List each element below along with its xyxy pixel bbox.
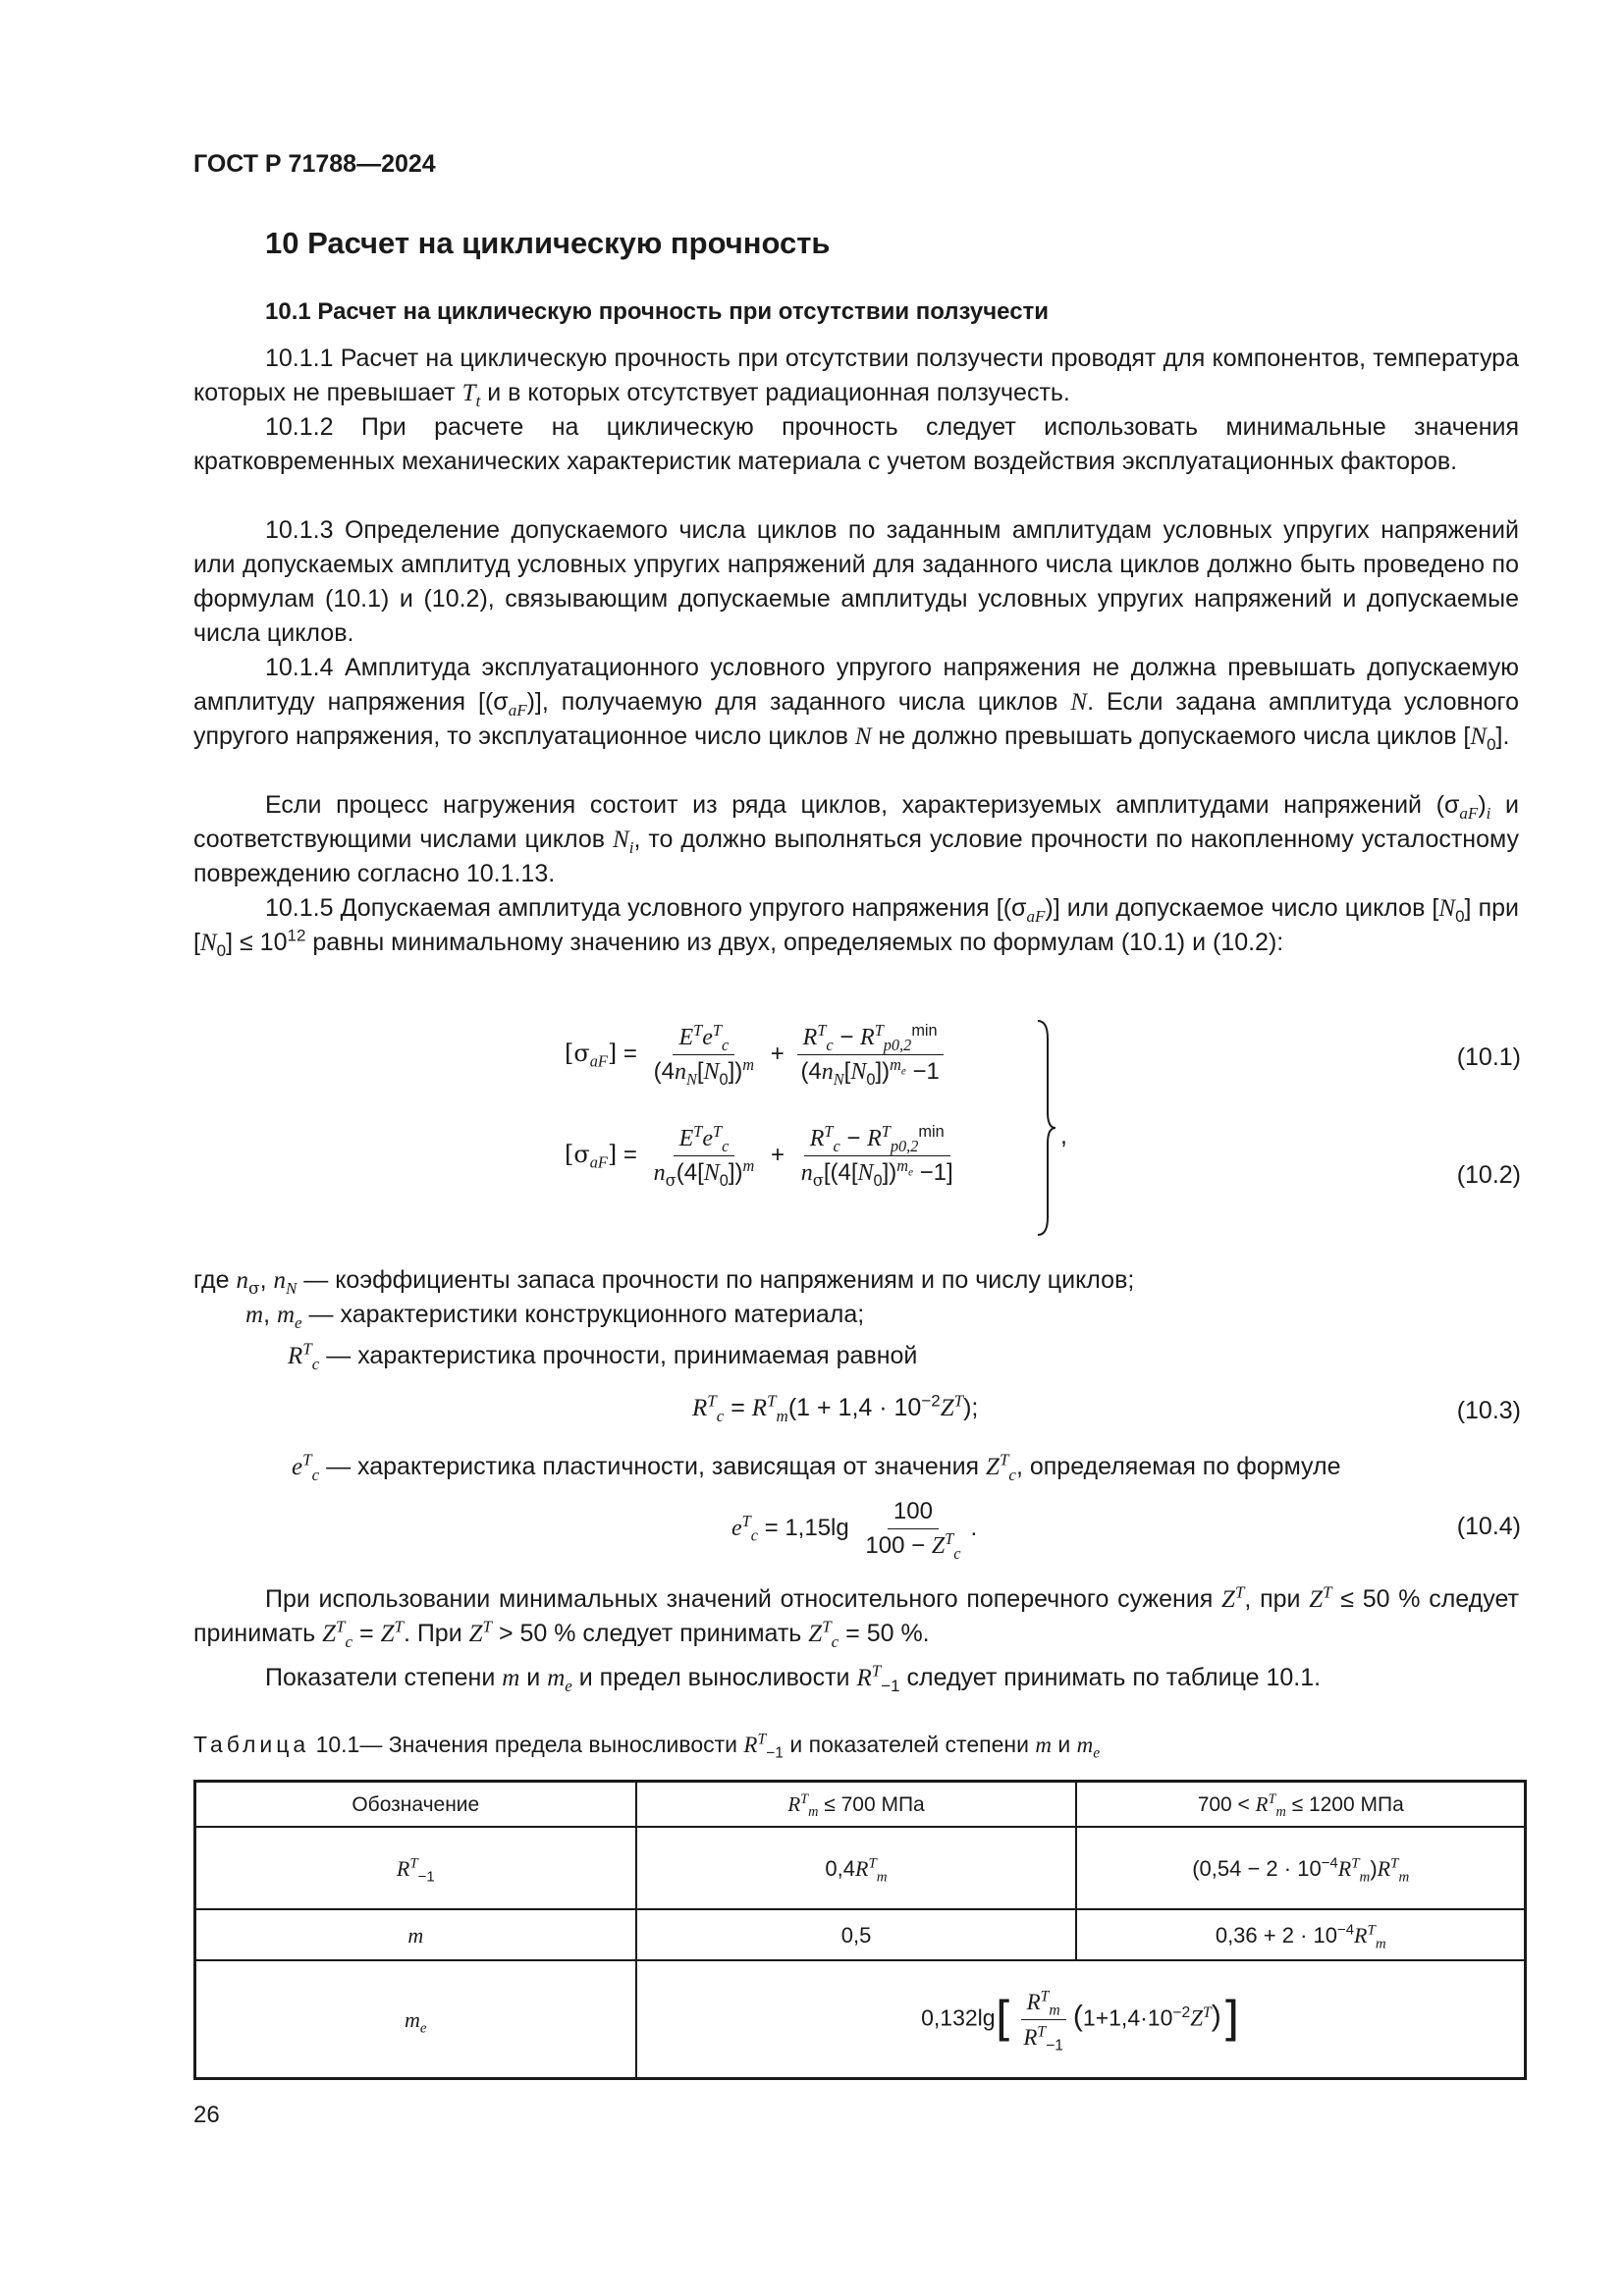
paragraph-10-1-4: 10.1.4 Амплитуда эксплуатационного условного упругого напряжения не должна превышать допускаемую амплитуду напряжения $[(\sigma_{aF})]$, получаемую для заданного числа циклов N. Если задана амплитуда условного упругого напряжения, то эксплуатационное число циклов N не должно превышать допускаемого числа циклов $[N_0]$.: [193, 654, 1520, 754]
paragraph-10-1-3: 10.1.3 Определение допускаемого числа циклов по заданным амплитудам условных упругих напряжений или допускаемых амплитуд условных упругих напряжений для заданного числа циклов должно быть проведено по формулам (10.1) и (10.2), связывающим допускаемые амплитуды условных упругих напряжений и допускаемые числа циклов.: [193, 516, 1519, 647]
paragraph-reduction-of-area: При использовании минимальных значений относительного поперечного сужения $Z^T$, при $Z^T \le 50$ % следует принимать $Z^T_c = Z^T$. При $Z^T > 50$ % следует принимать $Z^T_c = 50$ %.: [193, 1582, 1519, 1651]
where-item-strength: $R^T_c$ — характеристика прочности, принимаемая равной: [288, 1339, 918, 1373]
paragraph-10-1-1: 10.1.1 Расчет на циклическую прочность при отсутствии ползучести проводят для компонентов, температура которых не превышает $T_t$ и в которых отсутствует радиационная ползучесть.: [193, 345, 1519, 410]
table-cell: $0,36 + 2 \cdot 10^{-4}R^T_m$: [1076, 1909, 1525, 1960]
paragraph-10-1-2: 10.1.2 При расчете на циклическую прочность следует использовать минимальные значения кратковременных механических характеристик материала с учетом воздействия эксплуатационных факторов.: [193, 413, 1519, 475]
table-header-high-strength: $700 < R^T_m \le 1200$ МПа: [1076, 1782, 1525, 1828]
document-code: ГОСТ Р 71788—2024: [193, 150, 436, 178]
paragraph-10-1-4-continued: Если процесс нагружения состоит из ряда циклов, характеризуемых амплитудами напряжений $(\sigma_{aF})_i$ и соответствующими числами циклов $N_i$, то должно выполняться условие прочности по накопленному усталостному повреждению согласно 10.1.13.: [193, 791, 1519, 887]
table-header-designation: Обозначение: [195, 1782, 636, 1828]
formula-10-1: $[\sigma_{aF}]$ = $\frac{E^Te^T_c}{(4n_N[N_0])^m}$ + $\frac{R^T_c - R^T_{p0,2}^{min}}{(4n_N[N_0])^{m_e} -1}$: [565, 1023, 949, 1087]
where-item-safety-factors: где $n_\sigma$, $n_N$ — коэффициенты запаса прочности по напряжениям и по числу циклов;: [193, 1266, 1135, 1299]
paragraph-exponents: Показатели степени m и $m_e$ и предел выносливости $R^T_{-1}$ следует принимать по таблице 10.1.: [265, 1661, 1322, 1695]
formula-10-2: $[\sigma_{aF}]$ = $\frac{E^Te^T_c}{n_\sigma(4[N_0])^m}$ + $\frac{R^T_c - R^T_{p0,2}^{min}}{n_\sigma[(4[N_0])^{m_e} -1]}$: [565, 1122, 953, 1190]
equation-number-10-2: (10.2): [1456, 1161, 1521, 1189]
table-caption: Таблица 10.1— Значения предела выносливости $R^T_{-1}$ и показателей степени m и $m_e$: [193, 1731, 1101, 1762]
equation-number-10-4: (10.4): [1456, 1513, 1521, 1540]
formula-10-4: $e^T_c = 1,15\lg$ $\frac{100}{100 - Z^T_c}$ .: [731, 1498, 978, 1563]
table-cell: $0,4R^T_m$: [636, 1827, 1077, 1909]
section-title: 10 Расчет на циклическую прочность: [265, 226, 831, 260]
table-cell-endurance-symbol: $R^T_{-1}$: [195, 1827, 636, 1909]
equation-number-10-3: (10.3): [1456, 1397, 1521, 1424]
table-cell-me-formula: 0,132lg[ $\frac{R^T_m}{R^T_{-1}}$ $(1+1,4\cdot 10^{-2}Z^T)$]: [636, 1960, 1526, 2079]
system-comma: ,: [1060, 1122, 1067, 1149]
where-item-plasticity: $e^T_c$ — характеристика пластичности, зависящая от значения $Z^T_c$, определяемая по формуле: [292, 1450, 1341, 1484]
table-cell: $(0,54 - 2 \cdot 10^{-4}R^T_m)R^T_m$: [1076, 1827, 1525, 1909]
formula-10-3: $R^T_c = R^T_m(1 + 1,4 \cdot 10^{-2}Z^T)$;: [692, 1391, 979, 1425]
equation-number-10-1: (10.1): [1456, 1043, 1521, 1071]
subsection-title: 10.1 Расчет на циклическую прочность при отсутствии ползучести: [265, 298, 1050, 325]
table-cell-me-symbol: $m_e$: [195, 1960, 636, 2079]
system-brace: [1036, 1019, 1057, 1237]
where-item-material-characteristics: m, $m_e$ — характеристики конструкционного материала;: [245, 1301, 865, 1332]
page-number: 26: [193, 2102, 220, 2128]
table-row: [195, 1827, 1526, 1909]
table-cell-m-symbol: m: [195, 1909, 636, 1960]
table-row: [195, 1909, 1526, 1960]
table-10-1: [193, 1780, 1527, 2080]
table-row: [195, 1960, 1526, 2079]
table-cell: 0,5: [636, 1909, 1077, 1960]
table-header-row: [195, 1782, 1526, 1828]
paragraph-10-1-5: 10.1.5 Допускаемая амплитуда условного упругого напряжения $[(\sigma_{aF})]$ или допускаемое число циклов $[N_0]$ при $[N_0] \le 10^{12}$ равны минимальному значению из двух, определяемых по формулам (10.1) и (10.2):: [193, 894, 1519, 960]
table-header-low-strength: $R^T_m \le 700$ МПа: [636, 1782, 1077, 1828]
